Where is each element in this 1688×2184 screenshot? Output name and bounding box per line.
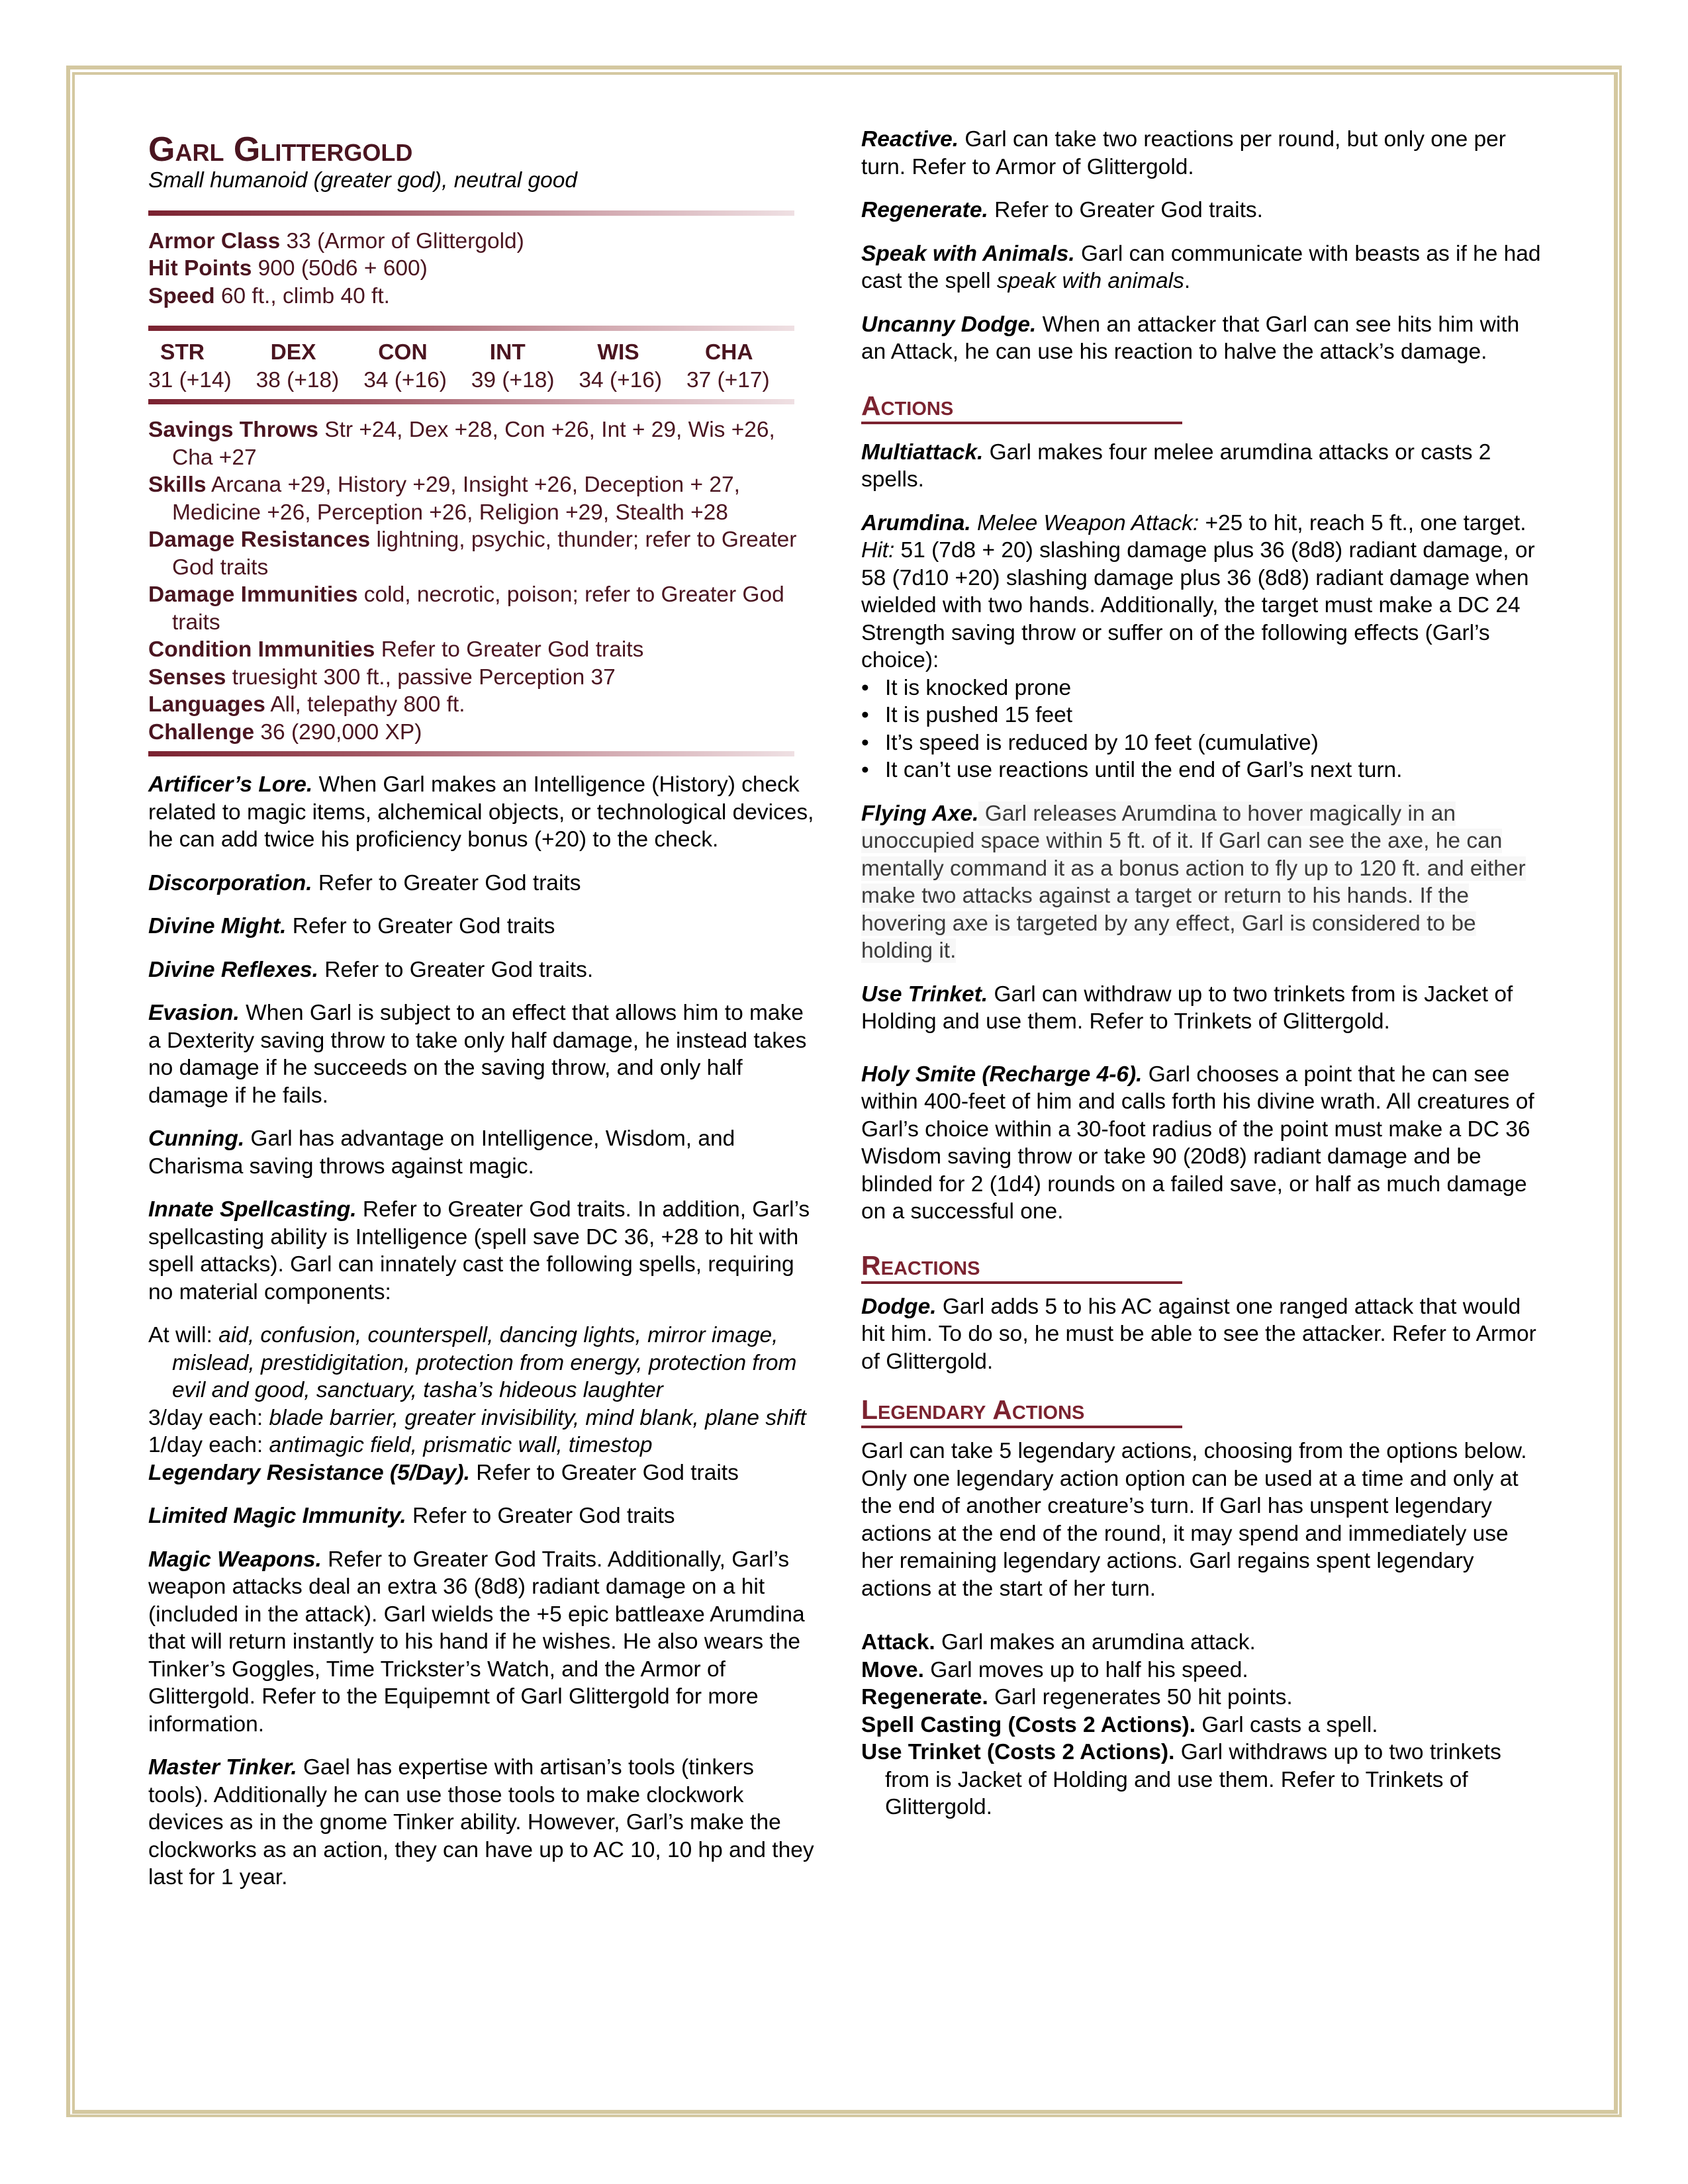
ability-dex: DEX 38 (+18) xyxy=(256,340,340,392)
senses: Senses truesight 300 ft., passive Perception 37 xyxy=(148,664,616,690)
trait-reactive: Reactive. Garl can take two reactions per round, but only one per turn. Refer to Armor of Glittergold. xyxy=(861,127,1506,179)
languages: Languages All, telepathy 800 ft. xyxy=(148,692,465,717)
effect-item: • It’s speed is reduced by 10 feet (cumulative) xyxy=(861,729,1543,757)
creature-name: Garl Glittergold xyxy=(148,130,413,169)
creature-type: Small humanoid (greater god), neutral good xyxy=(148,168,578,193)
ability-cha: CHA 37 (+17) xyxy=(686,340,770,392)
action-flying-axe: Flying Axe. Garl releases Arumdina to hover magically in an unoccupied space within 5 ft. of it. If Garl can see the axe, he can mentally command it as a bonus action to fly up to 120 ft. and either make two attacks against a target or return to his hands. If the hovering axe is targeted by any effect, Garl is considered to be holding it. xyxy=(861,801,1526,963)
damage-resistances: Damage Resistances lightning, psychic, thunder; refer to Greater God traits xyxy=(148,527,797,580)
spells-at-will: At will: aid, confusion, counterspell, dancing lights, mirror image, mislead, prestidigitation, protection from energy, protection from evil and good, sanctuary, tasha’s hideous laughter xyxy=(148,1323,797,1402)
ability-wis: WIS 34 (+16) xyxy=(579,340,663,392)
action-holy-smite: Holy Smite (Recharge 4-6). Garl chooses a point that he can see within 400-feet of him and calls forth his divine wrath. All creatures of Garl’s choice within a 30-foot radius of the point must make a DC 36 Wisdom saving throw or take 90 (20d8) radiant damage and be blinded for 2 (1d4) rounds on a failed save, or half as much damage on a successful one. xyxy=(861,1062,1534,1224)
trait-limited-magic-immunity: Limited Magic Immunity. Refer to Greater God traits xyxy=(148,1504,675,1528)
skills: Skills Arcana +29, History +29, Insight +26, Deception + 27, Medicine +26, Perception +26, Religion +29, Stealth +28 xyxy=(148,473,740,525)
damage-immunities: Damage Immunities cold, necrotic, poison; refer to Greater God traits xyxy=(148,582,784,635)
speed: Speed 60 ft., climb 40 ft. xyxy=(148,283,390,308)
divider xyxy=(148,751,794,756)
ability-scores xyxy=(148,339,794,394)
arumdina-effects-list xyxy=(861,674,1543,784)
divider xyxy=(148,326,794,331)
legendary-option-spell-casting: Spell Casting (Costs 2 Actions). Garl casts a spell. xyxy=(861,1712,1378,1737)
legendary-option-attack: Attack. Garl makes an arumdina attack. xyxy=(861,1630,1256,1655)
trait-legendary-resistance: Legendary Resistance (5/Day). Refer to Greater God traits xyxy=(148,1460,739,1485)
trait-speak-with-animals: Speak with Animals. Garl can communicate with beasts as if he had cast the spell speak with animals. xyxy=(861,241,1541,293)
trait-divine-might: Divine Might. Refer to Greater God traits xyxy=(148,914,555,938)
left-column xyxy=(148,126,817,1907)
saving-throws: Savings Throws Str +24, Dex +28, Con +26, Int + 29, Wis +26, Cha +27 xyxy=(148,418,775,470)
legendary-option-regenerate: Regenerate. Garl regenerates 50 hit points. xyxy=(861,1685,1293,1709)
spells-1-per-day: 1/day each: antimagic field, prismatic wall, timestop xyxy=(148,1433,653,1457)
trait-uncanny-dodge: Uncanny Dodge. When an attacker that Garl can see hits him with an Attack, he can use his reaction to halve the attack’s damage. xyxy=(861,312,1520,364)
trait-innate-spellcasting: Innate Spellcasting. Refer to Greater God traits. In addition, Garl’s spellcasting ability is Intelligence (spell save DC 36, +28 to hit with spell attacks). Garl can innately cast the following spells, requiring no material components: xyxy=(148,1197,810,1304)
hit-points: Hit Points 900 (50d6 + 600) xyxy=(148,256,428,281)
trait-discorporation: Discorporation. Refer to Greater God traits xyxy=(148,870,581,895)
challenge: Challenge 36 (290,000 XP) xyxy=(148,719,422,745)
legendary-intro: Garl can take 5 legendary actions, choosing from the options below. Only one legendary action option can be used at a time and only at the end of another creature’s turn. If Garl has unspent legendary actions at the end of the round, it may spend and immediately use her remaining legendary actions. Garl regains spent legendary actions at the start of her turn. xyxy=(861,1439,1527,1601)
ability-int: INT 39 (+18) xyxy=(471,340,555,392)
legendary-option-move: Move. Garl moves up to half his speed. xyxy=(861,1657,1248,1682)
legendary-option-use-trinket: Use Trinket (Costs 2 Actions). Garl withdraws up to two trinkets from is Jacket of Holding and use them. Refer to Trinkets of Glittergold. xyxy=(861,1740,1501,1819)
section-heading-actions: Actions xyxy=(861,391,1182,424)
trait-regenerate: Regenerate. Refer to Greater God traits. xyxy=(861,198,1263,222)
divider xyxy=(148,210,794,216)
section-heading-reactions: Reactions xyxy=(861,1251,1182,1284)
effect-item: • It can’t use reactions until the end of Garl’s next turn. xyxy=(861,756,1543,784)
trait-evasion: Evasion. When Garl is subject to an effect that allows him to make a Dexterity saving throw to take only half damage, he instead takes no damage if he succeeds on the saving throw, and only half damage if he fails. xyxy=(148,1001,807,1108)
action-multiattack: Multiattack. Garl makes four melee arumdina attacks or casts 2 spells. xyxy=(861,439,1491,492)
trait-master-tinker: Master Tinker. Gael has expertise with artisan’s tools (tinkers tools). Additionally he can use those tools to make clockwork devices as in the gnome Tinker ability. However, Garl’s make the clockworks as an action, they can have up to AC 10, 10 hp and they last for 1 year. xyxy=(148,1755,814,1889)
trait-cunning: Cunning. Garl has advantage on Intelligence, Wisdom, and Charisma saving throws against magic. xyxy=(148,1126,735,1179)
effect-item: • It is pushed 15 feet xyxy=(861,702,1543,729)
effect-item: • It is knocked prone xyxy=(861,674,1543,702)
trait-magic-weapons: Magic Weapons. Refer to Greater God Traits. Additionally, Garl’s weapon attacks deal an extra 36 (8d8) radiant damage on a hit (included in the attack). Garl wields the +5 epic battleaxe Arumdina that will return instantly to his hand if he wishes. He also wears the Tinker’s Goggles, Time Trickster’s Watch, and the Armor of Glittergold. Refer to the Equipemnt of Garl Glittergold for more information. xyxy=(148,1547,805,1737)
section-heading-legendary-actions: Legendary Actions xyxy=(861,1395,1182,1428)
reaction-dodge: Dodge. Garl adds 5 to his AC against one ranged attack that would hit him. To do so, he must be able to see the attacker. Refer to Armor of Glittergold. xyxy=(861,1294,1536,1374)
action-use-trinket: Use Trinket. Garl can withdraw up to two trinkets from is Jacket of Holding and use them. Refer to Trinkets of Glittergold. xyxy=(861,981,1513,1034)
right-column xyxy=(861,126,1543,1821)
ability-str: STR 31 (+14) xyxy=(148,340,232,392)
spells-3-per-day: 3/day each: blade barrier, greater invisibility, mind blank, plane shift xyxy=(148,1405,806,1430)
spell-list xyxy=(148,1322,817,1459)
legendary-options xyxy=(861,1629,1543,1821)
action-arumdina: Arumdina. Melee Weapon Attack: +25 to hit, reach 5 ft., one target. Hit: 51 (7d8 + 20) slashing damage plus 36 (8d8) radiant damage, or 58 (7d10 +20) slashing damage plus 36 (8d8) radiant damage when wielded with two hands. Additionally, the target must make a DC 24 Strength saving throw or suffer on of the following effects (Garl’s choice): • It is knocked prone • It is pushed 15 feet • It’s speed is reduced by 10 feet (cumulative) • It can’t use reactions until the end of Garl’s next turn. xyxy=(861,510,1543,784)
divider xyxy=(148,399,794,404)
trait-artificers-lore: Artificer’s Lore. When Garl makes an Intelligence (History) check related to magic items, alchemical objects, or technological devices, he can add twice his proficiency bonus (+20) to the check. xyxy=(148,772,814,852)
trait-divine-reflexes: Divine Reflexes. Refer to Greater God traits. xyxy=(148,957,594,982)
ability-con: CON 34 (+16) xyxy=(363,340,447,392)
armor-class: Armor Class 33 (Armor of Glittergold) xyxy=(148,228,524,253)
condition-immunities: Condition Immunities Refer to Greater God traits xyxy=(148,637,644,662)
